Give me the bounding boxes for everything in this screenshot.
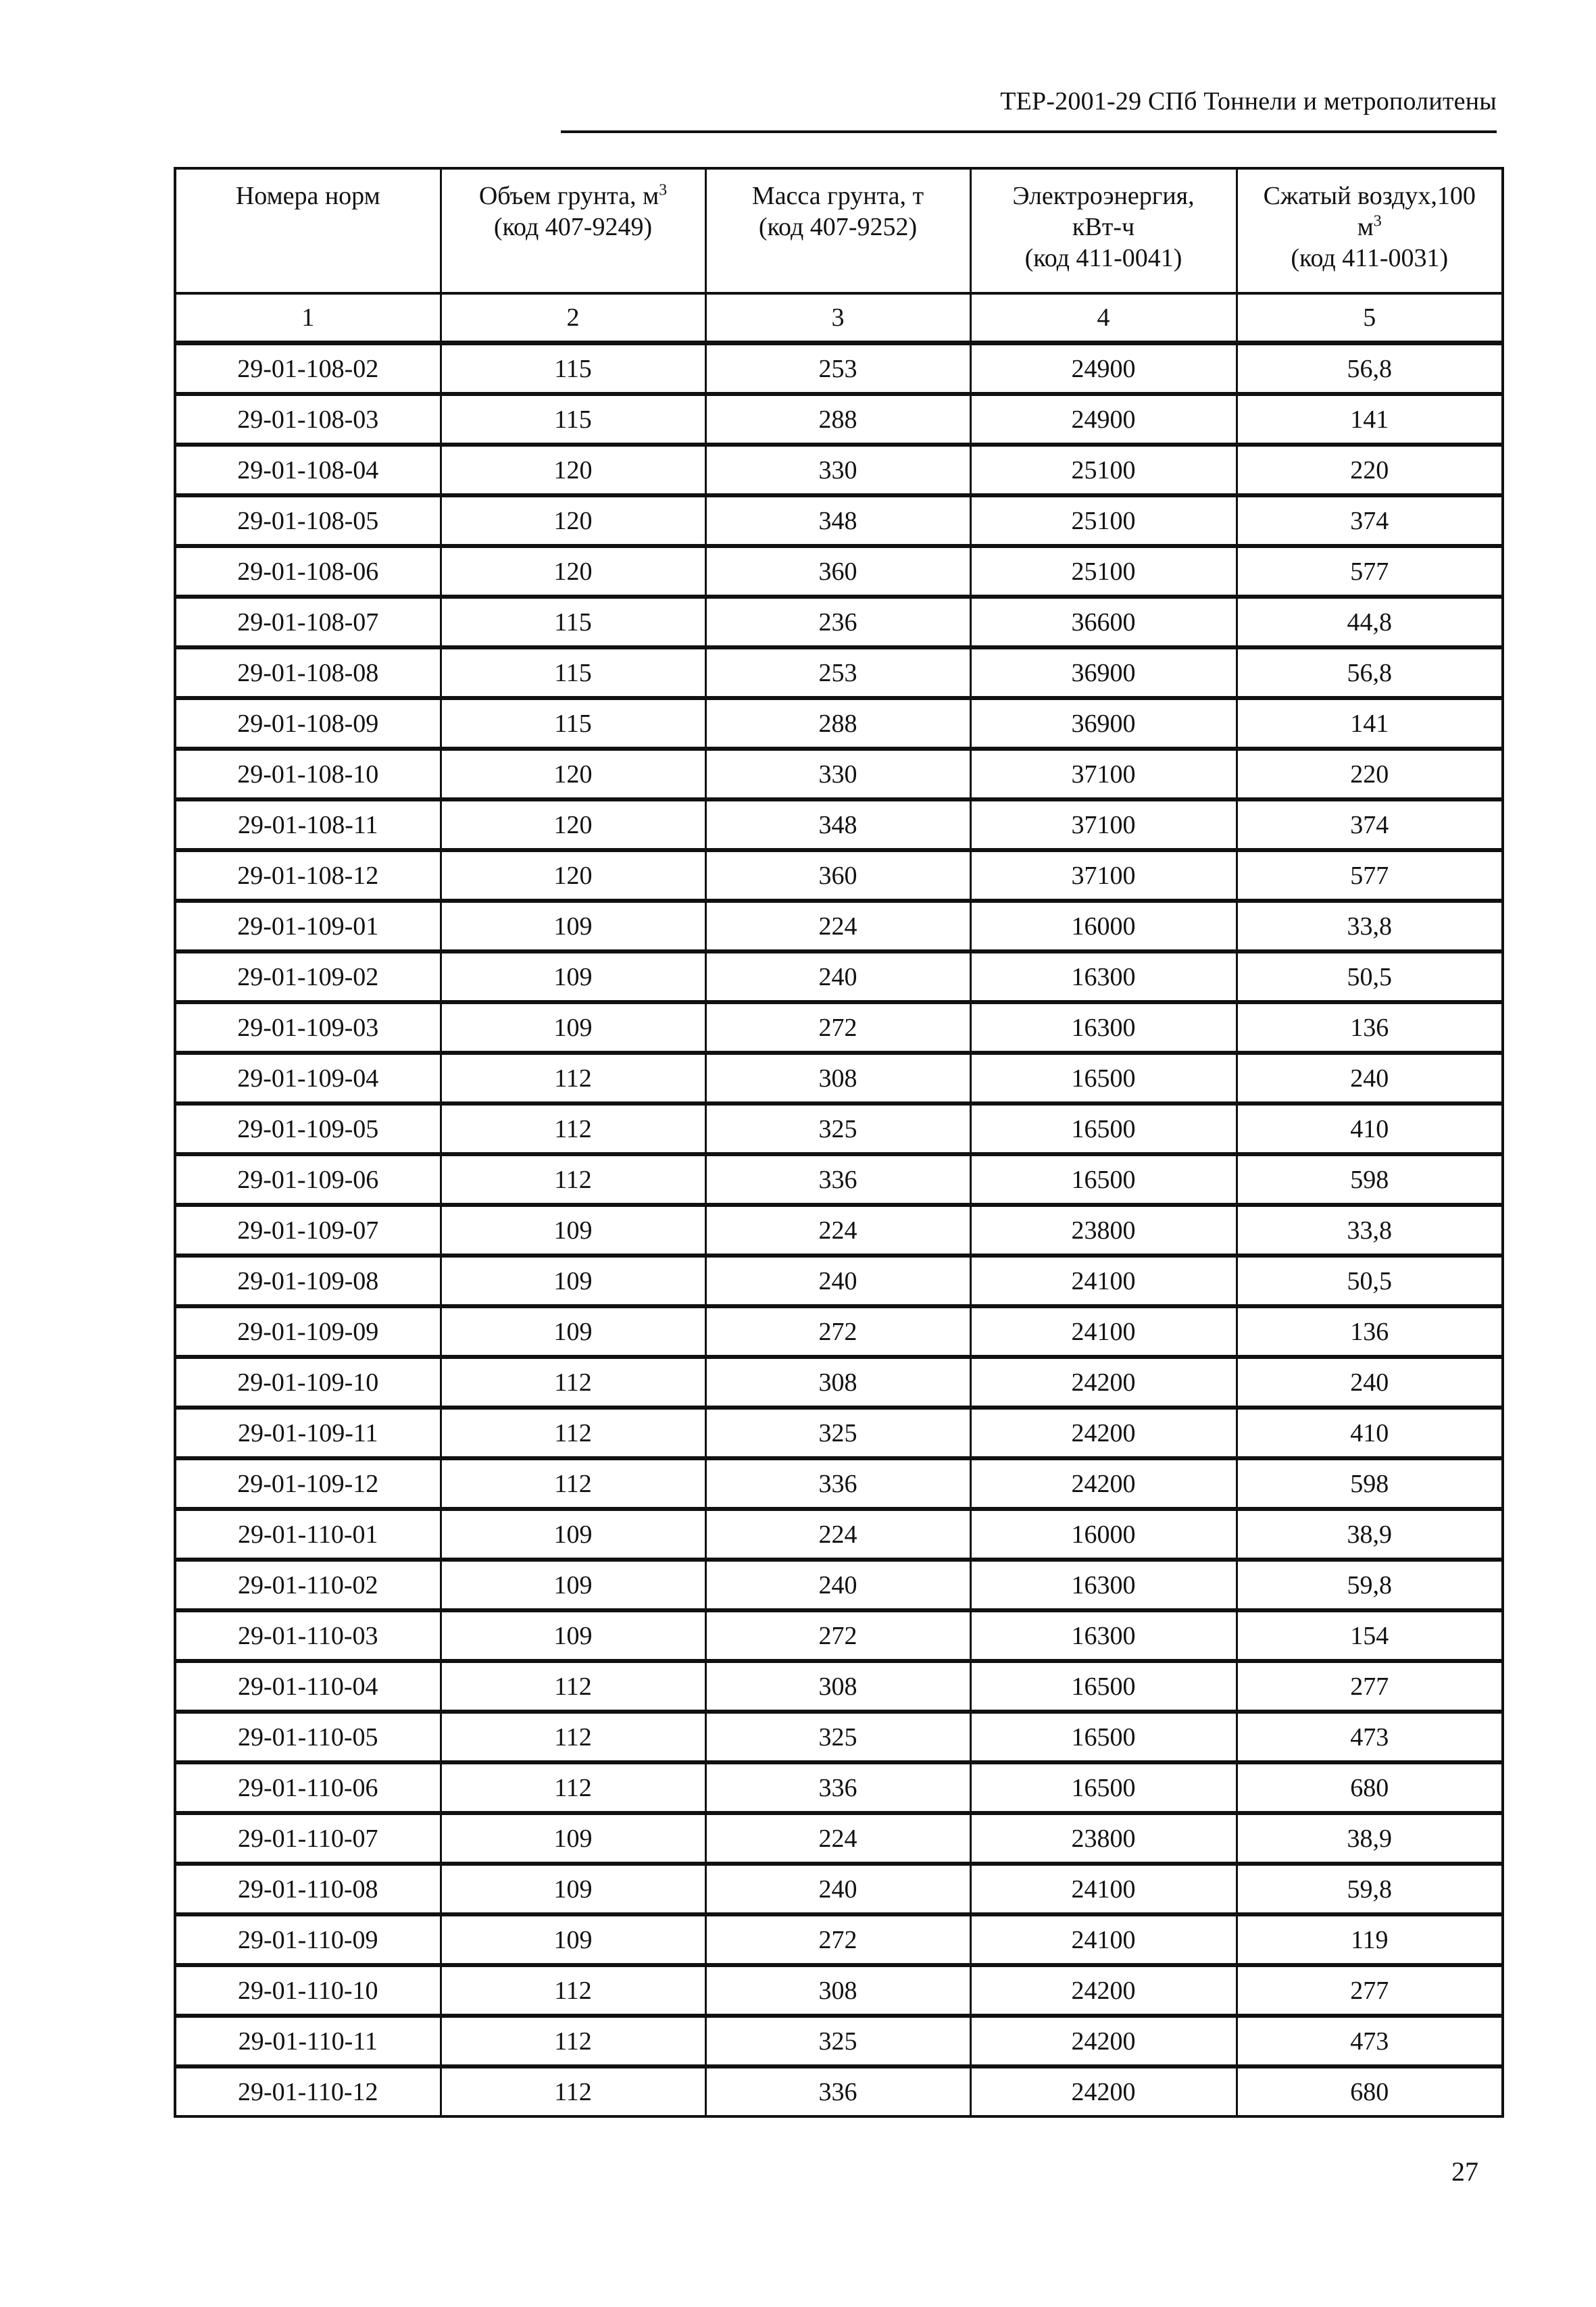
- soil-volume-cell: 120: [441, 445, 705, 495]
- soil-mass-cell: 224: [705, 1509, 970, 1560]
- table-row: [175, 1560, 1503, 1610]
- electricity-cell: 24200: [970, 2066, 1237, 2116]
- norm-number-cell: 29-01-109-12: [175, 1458, 441, 1509]
- electricity-cell: 37100: [970, 799, 1237, 850]
- column-number: 1: [175, 293, 441, 343]
- compressed-air-cell: 154: [1237, 1610, 1503, 1661]
- header-line: Электроэнергия,: [1012, 182, 1195, 210]
- norm-number-cell: 29-01-108-06: [175, 546, 441, 597]
- table-row: [175, 1154, 1503, 1205]
- header-line: кВт-ч: [1072, 213, 1135, 241]
- soil-mass-cell: 240: [705, 1256, 970, 1306]
- compressed-air-cell: 410: [1237, 1103, 1503, 1154]
- norm-number-cell: 29-01-109-02: [175, 951, 441, 1002]
- soil-volume-cell: 112: [441, 1965, 705, 2016]
- compressed-air-cell: 473: [1237, 1712, 1503, 1762]
- electricity-cell: 24100: [970, 1914, 1237, 1965]
- soil-volume-cell: 120: [441, 495, 705, 546]
- norm-number-cell: 29-01-110-03: [175, 1610, 441, 1661]
- soil-volume-cell: 109: [441, 951, 705, 1002]
- electricity-cell: 25100: [970, 495, 1237, 546]
- table-row: [175, 698, 1503, 749]
- table-row: [175, 546, 1503, 597]
- electricity-cell: 36600: [970, 597, 1237, 647]
- soil-volume-cell: 109: [441, 1813, 705, 1864]
- electricity-cell: 24200: [970, 1965, 1237, 2016]
- table-row: [175, 1205, 1503, 1256]
- soil-mass-cell: 308: [705, 1357, 970, 1408]
- soil-volume-cell: 109: [441, 1509, 705, 1560]
- electricity-cell: 24900: [970, 394, 1237, 445]
- norm-number-cell: 29-01-108-04: [175, 445, 441, 495]
- soil-mass-cell: 272: [705, 1306, 970, 1357]
- norm-number-cell: 29-01-110-12: [175, 2066, 441, 2116]
- soil-volume-cell: 115: [441, 343, 705, 395]
- compressed-air-cell: 141: [1237, 698, 1503, 749]
- compressed-air-cell: 240: [1237, 1357, 1503, 1408]
- electricity-cell: 16300: [970, 951, 1237, 1002]
- electricity-cell: 16500: [970, 1712, 1237, 1762]
- table-row: [175, 1914, 1503, 1965]
- soil-mass-cell: 253: [705, 647, 970, 698]
- compressed-air-cell: 374: [1237, 495, 1503, 546]
- soil-mass-cell: 308: [705, 1053, 970, 1103]
- table-row: [175, 1864, 1503, 1914]
- soil-volume-cell: 109: [441, 901, 705, 951]
- norm-number-cell: 29-01-109-04: [175, 1053, 441, 1103]
- header-line: $м^3$: [1357, 212, 1382, 241]
- compressed-air-cell: 38,9: [1237, 1813, 1503, 1864]
- compressed-air-cell: 598: [1237, 1458, 1503, 1509]
- header-norm-number: [175, 168, 441, 293]
- soil-mass-cell: 330: [705, 445, 970, 495]
- norm-number-cell: 29-01-108-05: [175, 495, 441, 546]
- electricity-cell: 24200: [970, 2016, 1237, 2066]
- soil-volume-cell: 112: [441, 1458, 705, 1509]
- norm-number-cell: 29-01-110-10: [175, 1965, 441, 2016]
- norm-number-cell: 29-01-109-03: [175, 1002, 441, 1053]
- table-body: [175, 343, 1503, 2117]
- soil-mass-cell: 348: [705, 495, 970, 546]
- soil-volume-cell: 115: [441, 698, 705, 749]
- table-row: [175, 749, 1503, 799]
- compressed-air-cell: 410: [1237, 1408, 1503, 1458]
- electricity-cell: 16300: [970, 1560, 1237, 1610]
- norm-number-cell: 29-01-108-07: [175, 597, 441, 647]
- soil-volume-cell: 120: [441, 850, 705, 901]
- table-row: [175, 1661, 1503, 1712]
- column-number: 3: [705, 293, 970, 343]
- soil-volume-cell: 112: [441, 1053, 705, 1103]
- soil-mass-cell: 224: [705, 1813, 970, 1864]
- compressed-air-cell: 577: [1237, 546, 1503, 597]
- soil-mass-cell: 336: [705, 1458, 970, 1509]
- norm-number-cell: 29-01-109-08: [175, 1256, 441, 1306]
- soil-volume-cell: 112: [441, 1408, 705, 1458]
- column-number-row: [175, 293, 1503, 343]
- soil-volume-cell: 109: [441, 1002, 705, 1053]
- norms-table: [174, 167, 1504, 2118]
- soil-volume-cell: 109: [441, 1864, 705, 1914]
- norm-number-cell: 29-01-108-02: [175, 343, 441, 395]
- compressed-air-cell: 33,8: [1237, 1205, 1503, 1256]
- electricity-cell: 16000: [970, 1509, 1237, 1560]
- table-row: [175, 1965, 1503, 2016]
- soil-volume-cell: 109: [441, 1256, 705, 1306]
- norm-number-cell: 29-01-110-08: [175, 1864, 441, 1914]
- superscript: 3: [1373, 212, 1382, 230]
- norm-number-cell: 29-01-109-11: [175, 1408, 441, 1458]
- soil-mass-cell: 325: [705, 2016, 970, 2066]
- soil-volume-cell: 120: [441, 546, 705, 597]
- norm-number-cell: 29-01-110-04: [175, 1661, 441, 1712]
- table-row: [175, 495, 1503, 546]
- header-rule: [561, 130, 1497, 133]
- compressed-air-cell: 38,9: [1237, 1509, 1503, 1560]
- norm-number-cell: 29-01-110-11: [175, 2016, 441, 2066]
- norm-number-cell: 29-01-109-10: [175, 1357, 441, 1408]
- soil-mass-cell: 224: [705, 1205, 970, 1256]
- table-row: [175, 1256, 1503, 1306]
- table-row: [175, 1408, 1503, 1458]
- electricity-cell: 25100: [970, 546, 1237, 597]
- table-row: [175, 1712, 1503, 1762]
- soil-mass-cell: 348: [705, 799, 970, 850]
- header-line: (код 411-0041): [1024, 244, 1182, 272]
- norm-number-cell: 29-01-108-09: [175, 698, 441, 749]
- soil-volume-cell: 109: [441, 1560, 705, 1610]
- table-row: [175, 1103, 1503, 1154]
- soil-mass-cell: 236: [705, 597, 970, 647]
- soil-volume-cell: 112: [441, 1712, 705, 1762]
- compressed-air-cell: 277: [1237, 1965, 1503, 2016]
- soil-mass-cell: 325: [705, 1408, 970, 1458]
- table-row: [175, 901, 1503, 951]
- soil-volume-cell: 112: [441, 1154, 705, 1205]
- soil-mass-cell: 308: [705, 1661, 970, 1712]
- soil-mass-cell: 272: [705, 1914, 970, 1965]
- electricity-cell: 16300: [970, 1610, 1237, 1661]
- electricity-cell: 24100: [970, 1864, 1237, 1914]
- header-line: Объем грунта, $м^3$: [478, 181, 668, 210]
- compressed-air-cell: 56,8: [1237, 343, 1503, 395]
- compressed-air-cell: 220: [1237, 445, 1503, 495]
- electricity-cell: 23800: [970, 1205, 1237, 1256]
- compressed-air-cell: 680: [1237, 1762, 1503, 1813]
- norm-number-cell: 29-01-108-10: [175, 749, 441, 799]
- table-row: [175, 1357, 1503, 1408]
- compressed-air-cell: 240: [1237, 1053, 1503, 1103]
- header-line: (код 411-0031): [1291, 244, 1449, 272]
- compressed-air-cell: 598: [1237, 1154, 1503, 1205]
- soil-volume-cell: 112: [441, 2066, 705, 2116]
- norm-number-cell: 29-01-110-05: [175, 1712, 441, 1762]
- soil-mass-cell: 288: [705, 698, 970, 749]
- soil-volume-cell: 115: [441, 597, 705, 647]
- electricity-cell: 24200: [970, 1357, 1237, 1408]
- electricity-cell: 16500: [970, 1661, 1237, 1712]
- soil-volume-cell: 115: [441, 647, 705, 698]
- table-row: [175, 445, 1503, 495]
- table-row: [175, 1002, 1503, 1053]
- header-line: Сжатый воздух,100: [1263, 182, 1476, 210]
- table-row: [175, 597, 1503, 647]
- soil-volume-cell: 112: [441, 2016, 705, 2066]
- column-number: 2: [441, 293, 705, 343]
- soil-mass-cell: 336: [705, 1154, 970, 1205]
- compressed-air-cell: 50,5: [1237, 951, 1503, 1002]
- norm-number-cell: 29-01-110-01: [175, 1509, 441, 1560]
- electricity-cell: 23800: [970, 1813, 1237, 1864]
- soil-mass-cell: 360: [705, 546, 970, 597]
- electricity-cell: 16500: [970, 1103, 1237, 1154]
- electricity-cell: 16500: [970, 1154, 1237, 1205]
- norm-number-cell: 29-01-109-09: [175, 1306, 441, 1357]
- soil-mass-cell: 330: [705, 749, 970, 799]
- electricity-cell: 25100: [970, 445, 1237, 495]
- compressed-air-cell: 680: [1237, 2066, 1503, 2116]
- soil-mass-cell: 360: [705, 850, 970, 901]
- soil-volume-cell: 112: [441, 1357, 705, 1408]
- soil-mass-cell: 272: [705, 1610, 970, 1661]
- soil-mass-cell: 308: [705, 1965, 970, 2016]
- table-row: [175, 647, 1503, 698]
- header-line: Номера норм: [235, 182, 380, 210]
- norm-number-cell: 29-01-110-02: [175, 1560, 441, 1610]
- soil-mass-cell: 240: [705, 1560, 970, 1610]
- electricity-cell: 24200: [970, 1408, 1237, 1458]
- soil-mass-cell: 325: [705, 1103, 970, 1154]
- norm-number-cell: 29-01-109-05: [175, 1103, 441, 1154]
- norm-number-cell: 29-01-109-01: [175, 901, 441, 951]
- header-line: (код 407-9252): [758, 213, 918, 241]
- compressed-air-cell: 220: [1237, 749, 1503, 799]
- compressed-air-cell: 44,8: [1237, 597, 1503, 647]
- electricity-cell: 24200: [970, 1458, 1237, 1509]
- soil-mass-cell: 224: [705, 901, 970, 951]
- column-number: 4: [970, 293, 1237, 343]
- soil-volume-cell: 112: [441, 1762, 705, 1813]
- soil-volume-cell: 109: [441, 1610, 705, 1661]
- electricity-cell: 36900: [970, 698, 1237, 749]
- electricity-cell: 24100: [970, 1306, 1237, 1357]
- norm-number-cell: 29-01-110-07: [175, 1813, 441, 1864]
- page-number: 27: [1451, 2156, 1478, 2187]
- electricity-cell: 24100: [970, 1256, 1237, 1306]
- norm-number-cell: 29-01-109-06: [175, 1154, 441, 1205]
- table-row: [175, 850, 1503, 901]
- electricity-cell: 36900: [970, 647, 1237, 698]
- table-row: [175, 1509, 1503, 1560]
- soil-volume-cell: 112: [441, 1103, 705, 1154]
- compressed-air-cell: 33,8: [1237, 901, 1503, 951]
- electricity-cell: 16500: [970, 1053, 1237, 1103]
- header-line: (код 407-9249): [493, 213, 653, 241]
- soil-mass-cell: 240: [705, 1864, 970, 1914]
- table-row: [175, 951, 1503, 1002]
- table-row: [175, 394, 1503, 445]
- norm-number-cell: 29-01-110-09: [175, 1914, 441, 1965]
- soil-volume-cell: 109: [441, 1914, 705, 1965]
- norm-number-cell: 29-01-108-11: [175, 799, 441, 850]
- norm-number-cell: 29-01-108-08: [175, 647, 441, 698]
- table-row: [175, 2016, 1503, 2066]
- soil-mass-cell: 325: [705, 1712, 970, 1762]
- running-header: ТЕР-2001-29 СПб Тоннели и метрополитены: [1000, 87, 1497, 116]
- soil-mass-cell: 253: [705, 343, 970, 395]
- table-row: [175, 1053, 1503, 1103]
- electricity-cell: 37100: [970, 749, 1237, 799]
- soil-volume-cell: 120: [441, 749, 705, 799]
- soil-volume-cell: 112: [441, 1661, 705, 1712]
- table-header-row: [175, 168, 1503, 293]
- compressed-air-cell: 56,8: [1237, 647, 1503, 698]
- electricity-cell: 16300: [970, 1002, 1237, 1053]
- norm-number-cell: 29-01-108-12: [175, 850, 441, 901]
- soil-volume-cell: 120: [441, 799, 705, 850]
- table-row: [175, 1458, 1503, 1509]
- electricity-cell: 37100: [970, 850, 1237, 901]
- table-row: [175, 1610, 1503, 1661]
- header-soil-volume: [441, 168, 705, 293]
- header-compressed-air: [1237, 168, 1503, 293]
- electricity-cell: 16500: [970, 1762, 1237, 1813]
- compressed-air-cell: 119: [1237, 1914, 1503, 1965]
- compressed-air-cell: 141: [1237, 394, 1503, 445]
- soil-mass-cell: 272: [705, 1002, 970, 1053]
- electricity-cell: 16000: [970, 901, 1237, 951]
- compressed-air-cell: 136: [1237, 1306, 1503, 1357]
- column-number: 5: [1237, 293, 1503, 343]
- table-row: [175, 1762, 1503, 1813]
- soil-mass-cell: 336: [705, 2066, 970, 2116]
- table-row: [175, 799, 1503, 850]
- header-electricity: [970, 168, 1237, 293]
- table-row: [175, 1306, 1503, 1357]
- soil-mass-cell: 336: [705, 1762, 970, 1813]
- norm-number-cell: 29-01-108-03: [175, 394, 441, 445]
- compressed-air-cell: 277: [1237, 1661, 1503, 1712]
- compressed-air-cell: 577: [1237, 850, 1503, 901]
- compressed-air-cell: 50,5: [1237, 1256, 1503, 1306]
- compressed-air-cell: 59,8: [1237, 1864, 1503, 1914]
- compressed-air-cell: 473: [1237, 2016, 1503, 2066]
- soil-volume-cell: 115: [441, 394, 705, 445]
- header-soil-mass: [705, 168, 970, 293]
- soil-mass-cell: 240: [705, 951, 970, 1002]
- electricity-cell: 24900: [970, 343, 1237, 395]
- superscript: 3: [659, 181, 668, 199]
- norm-number-cell: 29-01-109-07: [175, 1205, 441, 1256]
- compressed-air-cell: 136: [1237, 1002, 1503, 1053]
- header-line: Масса грунта, т: [751, 182, 924, 210]
- norm-number-cell: 29-01-110-06: [175, 1762, 441, 1813]
- table-row: [175, 343, 1503, 395]
- soil-volume-cell: 109: [441, 1205, 705, 1256]
- table-row: [175, 2066, 1503, 2116]
- soil-volume-cell: 109: [441, 1306, 705, 1357]
- compressed-air-cell: 374: [1237, 799, 1503, 850]
- soil-mass-cell: 288: [705, 394, 970, 445]
- table-row: [175, 1813, 1503, 1864]
- compressed-air-cell: 59,8: [1237, 1560, 1503, 1610]
